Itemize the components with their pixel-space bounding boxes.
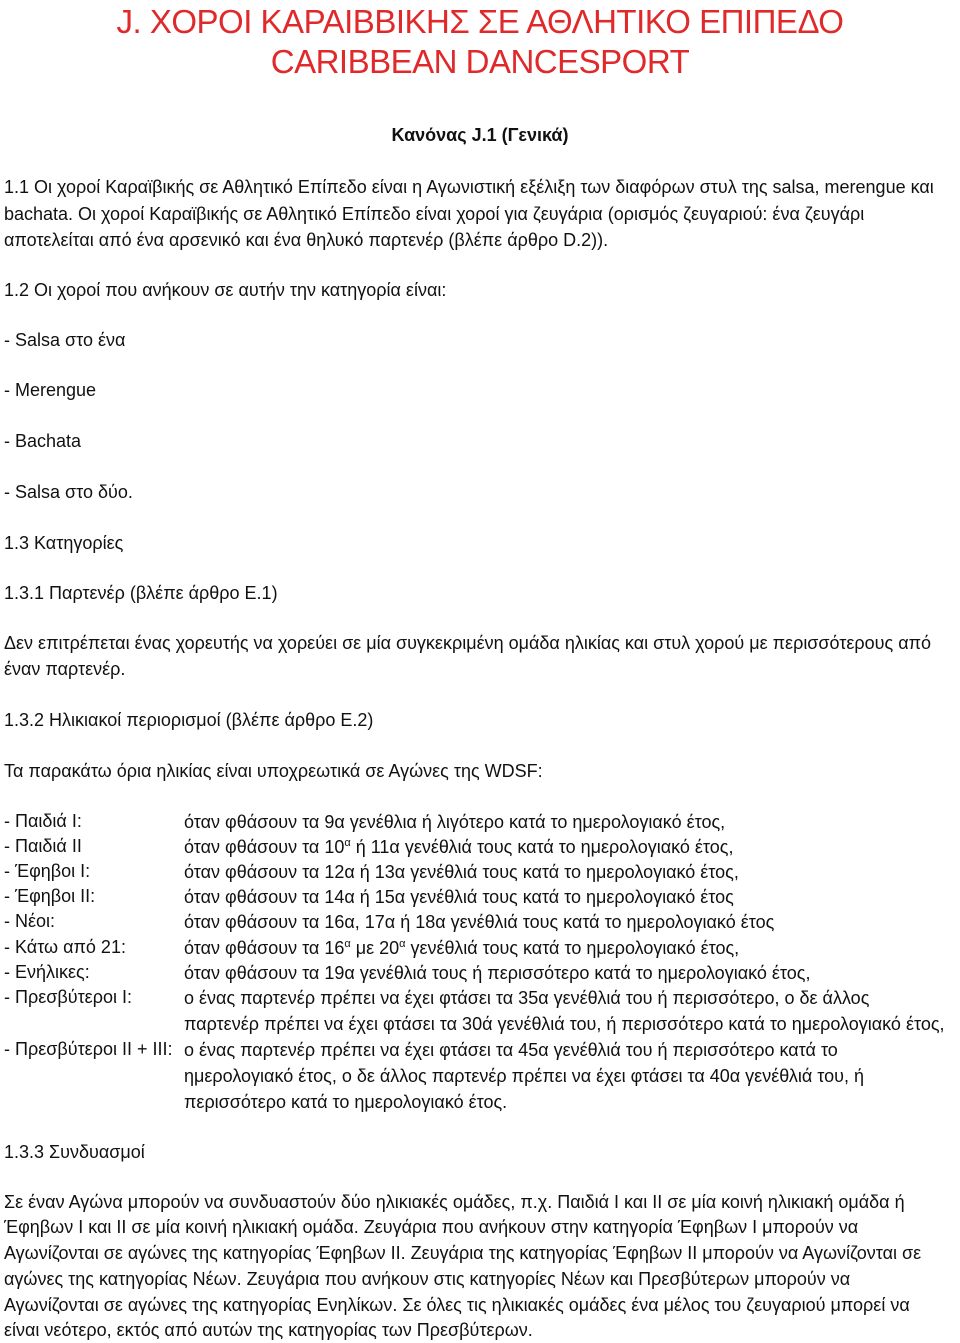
age-group-desc: όταν φθάσουν τα $10^\alpha$ ή 11α γενέθλιά τους κατά το ημερολογιακό έτος, <box>184 837 734 857</box>
age-group-label: - Κάτω από 21: <box>4 937 126 957</box>
rule-1-3-1-text-line2: έναν παρτενέρ. <box>4 659 126 679</box>
rule-1-3-3-text-line: Έφηβων Ι και ΙΙ σε μία κοινή ηλικιακή ομάδα. Ζευγάρια που ανήκουν στην κατηγορία Έφηβων Ι μπορούν να <box>4 1217 859 1237</box>
age-group-desc: όταν φθάσουν τα $16^\alpha$ με $20^\alpha$ γενέθλιά τους κατά το ημερολογιακό έτος, <box>184 938 740 958</box>
age-group-desc: ημερολογιακό έτος, ο δε άλλος παρτενέρ πρέπει να έχει φτάσει τα 40α γενέθλιά του, ή <box>184 1066 865 1086</box>
dance-item: - Salsa στο ένα <box>4 330 126 350</box>
dance-item: - Bachata <box>4 431 82 451</box>
age-group-label: - Έφηβοι ΙΙ: <box>4 886 96 906</box>
rule-1-1-line3: αποτελείται από ένα αρσενικό και ένα θηλυκό παρτενέρ (βλέπε άρθρο D.2)). <box>4 230 609 250</box>
age-group-label: - Παιδιά Ι: <box>4 811 82 831</box>
rule-1-3-heading: 1.3 Κατηγορίες <box>4 533 124 553</box>
age-group-label: - Παιδιά ΙΙ <box>4 836 82 856</box>
age-group-desc: ο ένας παρτενέρ πρέπει να έχει φτάσει τα 45α γενέθλιά του ή περισσότερο κατά το <box>184 1040 838 1060</box>
rule-1-1-line2: bachata. Οι χοροί Καραϊβικής σε Αθλητικό Επίπεδο είναι χοροί για ζευγάρια (ορισμός ζευγαριού: ένα ζευγάρι <box>4 204 865 224</box>
age-group-desc: περισσότερο κατά το ημερολογιακό έτος. <box>184 1092 508 1112</box>
age-group-label: - Πρεσβύτεροι Ι: <box>4 987 132 1007</box>
age-group-desc: παρτενέρ πρέπει να έχει φτάσει τα 30ά γενέθλιά του, ή περισσότερο κατά το ημερολογιακό έτος, <box>184 1014 945 1034</box>
rule-1-2: 1.2 Οι χοροί που ανήκουν σε αυτήν την κατηγορία είναι: <box>4 280 447 300</box>
rule-1-3-1-heading: 1.3.1 Παρτενέρ (βλέπε άρθρο E.1) <box>4 583 278 603</box>
age-group-label: - Έφηβοι Ι: <box>4 861 91 881</box>
age-group-desc: όταν φθάσουν τα 16α, 17α ή 18α γενέθλιά τους κατά το ημερολογιακό έτος <box>184 912 775 932</box>
document-title-line2: CARIBBEAN DANCESPORT <box>270 43 690 80</box>
age-group-desc: όταν φθάσουν τα 14α ή 15α γενέθλιά τους κατά το ημερολογιακό έτος <box>184 887 734 907</box>
rule-1-3-2-heading: 1.3.2 Ηλικιακοί περιορισμοί (βλέπε άρθρο E.2) <box>4 710 374 730</box>
dance-item: - Salsa στο δύο. <box>4 482 133 502</box>
rule-1-3-3-text-line: αγώνες της κατηγορίας Νέων. Ζευγάρια που ανήκουν στις κατηγορίες Νέων και Πρεσβύτερων μπορούν να <box>4 1269 851 1289</box>
rule-1-3-3-text-line: Αγωνίζονται σε αγώνες της κατηγορίας Έφηβων ΙΙ. Ζευγάρια της κατηγορίας Έφηβων ΙΙ μπορούν να Αγωνίζονται σε <box>4 1243 922 1263</box>
rule-1-3-3-text-line: Σε έναν Αγώνα μπορούν να συνδυαστούν δύο ηλικιακές ομάδες, π.χ. Παιδιά Ι και ΙΙ σε μία κοινή ηλικιακή ομάδα ή <box>4 1192 905 1212</box>
age-group-label: - Ενήλικες: <box>4 962 90 982</box>
rule-1-3-3-text-line: είναι νεότερο, εκτός από αυτών της κατηγορίας των Πρεσβύτερων. <box>4 1320 533 1340</box>
rule-1-3-3-text-line: Αγωνίζονται σε αγώνες της κατηγορίας Ενηλίκων. Σε όλες τις ηλικιακές ομάδες ένα μέλος του ζευγαριού μπορεί να <box>4 1295 910 1315</box>
age-group-desc: όταν φθάσουν τα 12α ή 13α γενέθλιά τους κατά το ημερολογιακό έτος, <box>184 862 739 882</box>
dance-item: - Merengue <box>4 380 97 400</box>
rule-1-3-2-intro: Τα παρακάτω όρια ηλικίας είναι υποχρεωτικά σε Αγώνες της WDSF: <box>4 761 543 781</box>
rule-1-3-3-heading: 1.3.3 Συνδυασμοί <box>4 1142 145 1162</box>
age-group-label: - Νέοι: <box>4 911 56 931</box>
age-group-desc: ο ένας παρτενέρ πρέπει να έχει φτάσει τα 35α γενέθλιά του ή περισσότερο, ο δε άλλος <box>184 988 870 1008</box>
age-group-desc: όταν φθάσουν τα 9α γενέθλια ή λιγότερο κατά το ημερολογιακό έτος, <box>184 812 726 832</box>
age-group-desc: όταν φθάσουν τα 19α γενέθλιά τους ή περισσότερο κατά το ημερολογιακό έτος, <box>184 963 811 983</box>
rule-heading: Κανόνας J.1 (Γενικά) <box>391 125 569 145</box>
rule-1-1-line1: 1.1 Οι χοροί Καραϊβικής σε Αθλητικό Επίπεδο είναι η Αγωνιστική εξέλιξη των διαφόρων στυλ της salsa, merengue και <box>4 177 934 197</box>
rule-1-3-1-text-line1: Δεν επιτρέπεται ένας χορευτής να χορεύει σε μία συγκεκριμένη ομάδα ηλικίας και στυλ χορού με περισσότερους από <box>4 633 932 653</box>
age-group-label: - Πρεσβύτεροι ΙΙ + ΙΙΙ: <box>4 1039 173 1059</box>
document-title-line1: J. ΧΟΡΟΙ ΚΑΡΑΙΒΒΙΚΗΣ ΣΕ ΑΘΛΗΤΙΚΟ ΕΠΙΠΕΔΟ <box>116 3 844 40</box>
